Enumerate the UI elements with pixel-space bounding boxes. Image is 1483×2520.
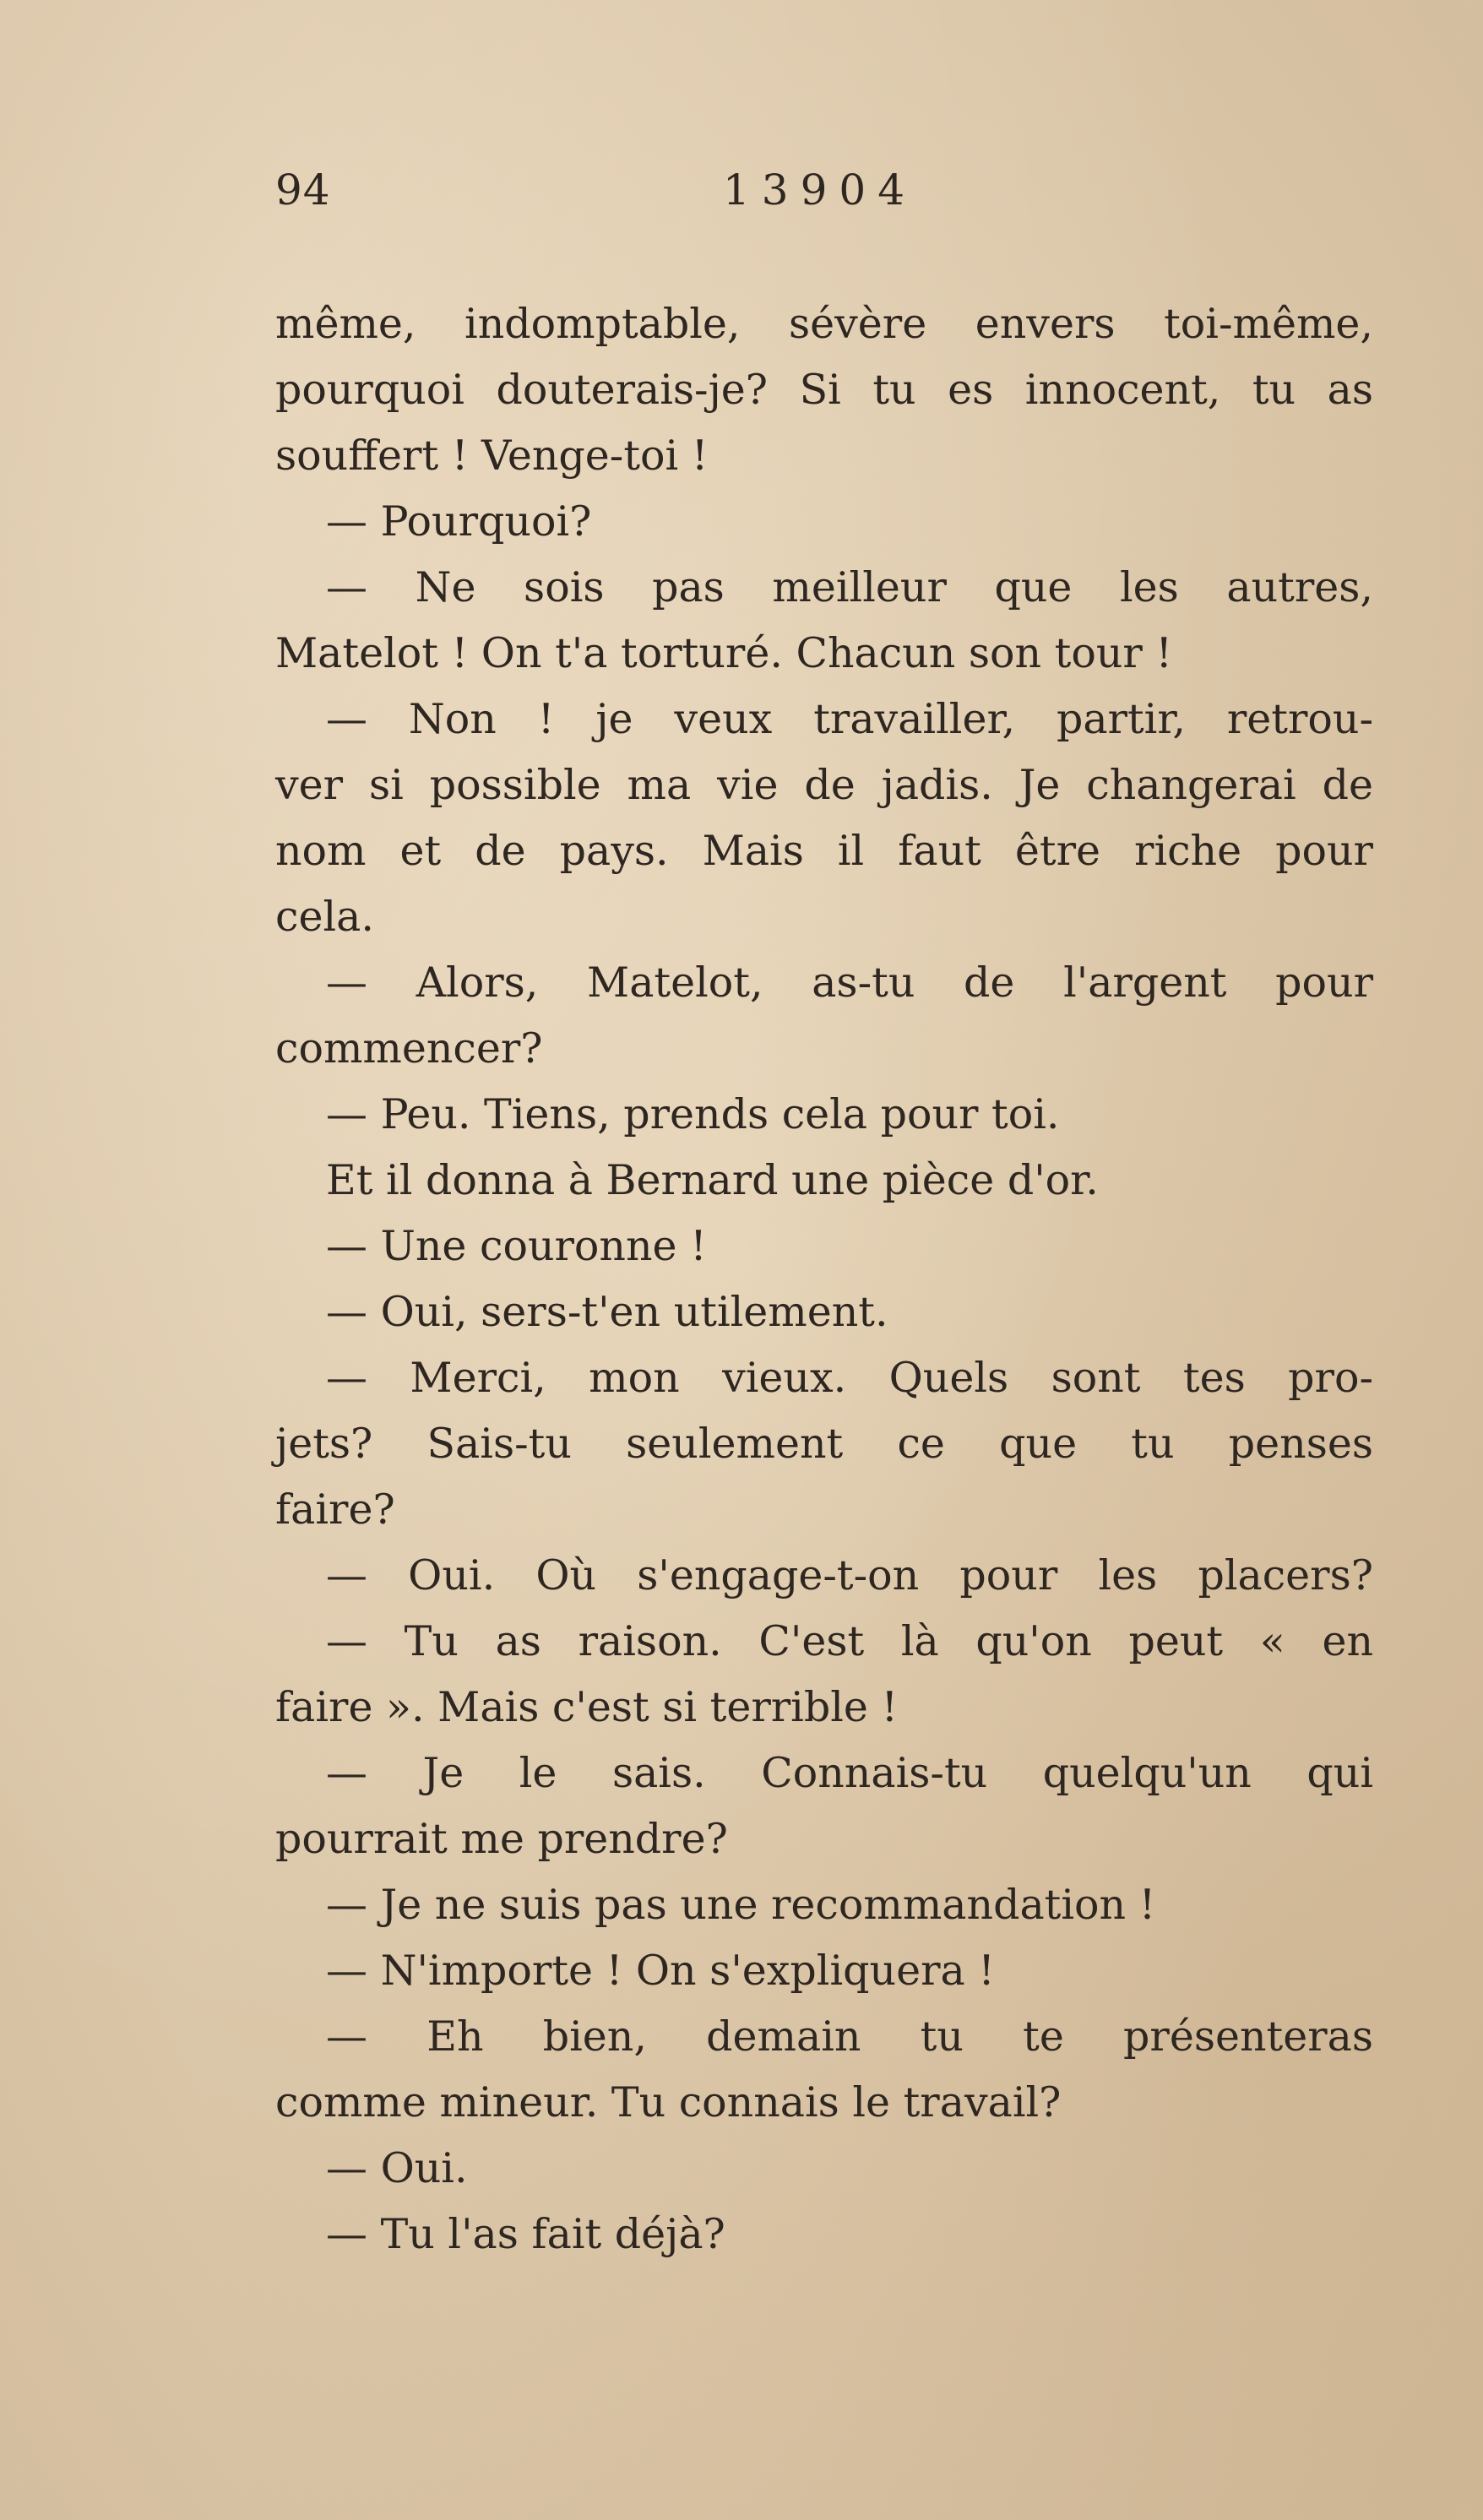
text-line: — Je le sais. Connais-tu quelqu'un qui [326,1749,1373,1797]
text-line: — Oui. Où s'engage-t-on pour les placers? [326,1551,1373,1599]
text-line: même, indomptable, sévère envers toi-même, [275,300,1373,348]
text-line: ver si possible ma vie de jadis. Je changerai de [275,761,1373,809]
text-line: cela. [275,893,374,941]
text-line: jets? Sais-tu seulement ce que tu penses [275,1420,1373,1468]
page-header [275,166,917,225]
page-code: 13904 [723,166,917,215]
text-line: — Tu l'as fait déjà? [326,2210,725,2258]
text-line: — Une couronne ! [326,1222,707,1270]
text-line: — Alors, Matelot, as-tu de l'argent pour [326,959,1373,1007]
text-line: souffert ! Venge-toi ! [275,432,709,480]
text-line: commencer? [275,1024,543,1073]
text-line: — Eh bien, demain tu te présenteras [326,2012,1373,2061]
text-line: — Oui. [326,2144,468,2192]
text-line: — N'importe ! On s'expliquera ! [326,1947,995,1995]
text-line: Et il donna à Bernard une pièce d'or. [326,1156,1099,1204]
text-line: comme mineur. Tu connais le travail? [275,2078,1062,2126]
page-number: 94 [275,166,331,215]
text-line: pourquoi douterais-je? Si tu es innocent, tu as [275,366,1373,414]
text-line: — Ne sois pas meilleur que les autres, [326,563,1373,611]
text-line: — Peu. Tiens, prends cela pour toi. [326,1090,1060,1138]
text-line: nom et de pays. Mais il faut être riche pour [275,827,1373,875]
text-line: pourrait me prendre? [275,1815,728,1863]
body-text [275,291,1373,2267]
text-line: faire ». Mais c'est si terrible ! [275,1683,899,1731]
text-line: — Merci, mon vieux. Quels sont tes pro- [326,1354,1373,1402]
text-line: — Tu as raison. C'est là qu'on peut « en [326,1617,1373,1665]
text-line: Matelot ! On t'a torturé. Chacun son tour ! [275,629,1173,677]
text-line: — Je ne suis pas une recommandation ! [326,1881,1156,1929]
text-line: faire? [275,1485,395,1534]
text-line: — Oui, sers-t'en utilement. [326,1288,888,1336]
text-line: — Pourquoi? [326,497,592,546]
text-line: — Non ! je veux travailler, partir, retrou- [326,695,1373,743]
